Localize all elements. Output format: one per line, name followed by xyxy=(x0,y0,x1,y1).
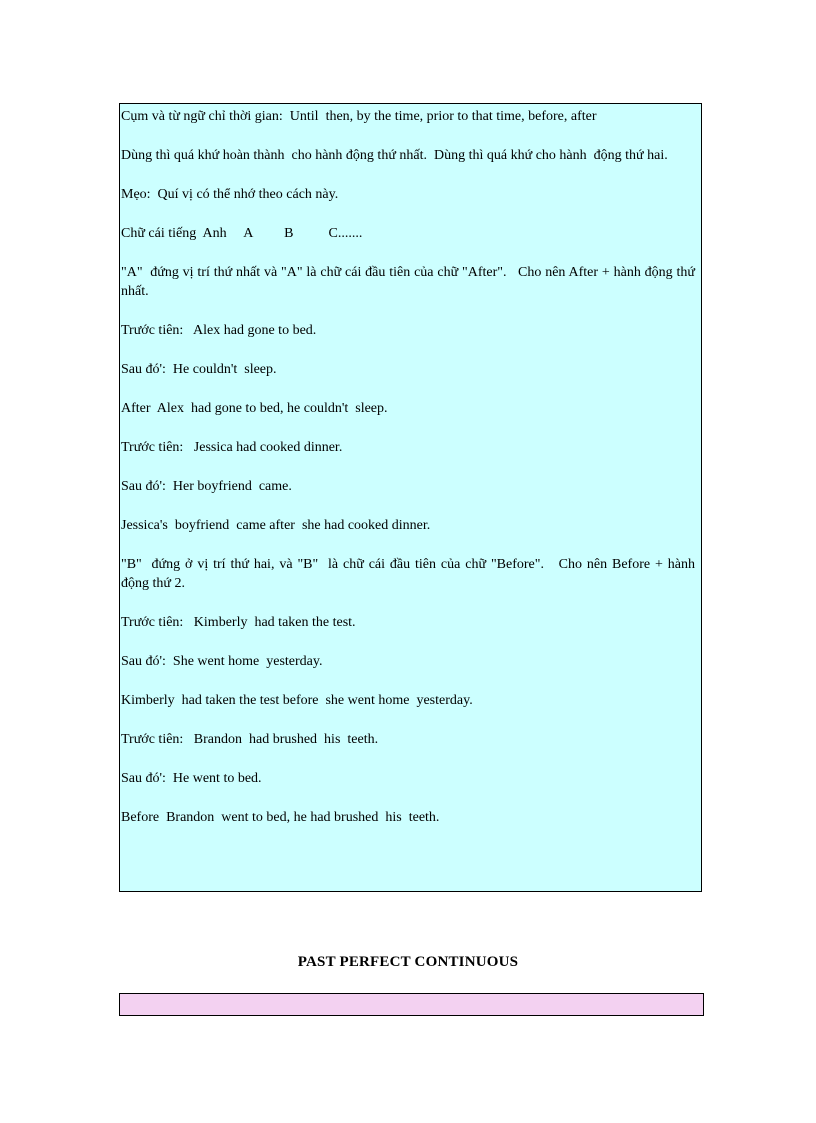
example-second-action: Sau đó': He couldn't sleep. xyxy=(121,362,277,377)
example-first-action: Trước tiên: Kimberly had taken the test. xyxy=(121,615,356,630)
example-first-action: Trước tiên: Jessica had cooked dinner. xyxy=(121,440,343,455)
example-combined-sentence: After Alex had gone to bed, he couldn't sleep. xyxy=(121,401,388,416)
usage-rule-text: Dùng thì quá khứ hoàn thành cho hành động thứ nhất. Dùng thì quá khứ cho hành động thứ hai. xyxy=(121,148,668,163)
tip-text: Mẹo: Quí vị có thể nhớ theo cách này. xyxy=(121,187,339,202)
example-first-action: Trước tiên: Brandon had brushed his teeth. xyxy=(121,732,379,747)
example-first-action: Trước tiên: Alex had gone to bed. xyxy=(121,323,317,338)
example-combined-sentence: Before Brandon went to bed, he had brushed his teeth. xyxy=(121,810,440,825)
before-rule-text: "B" đứng ở vị trí thứ hai, và "B" là chữ cái đầu tiên của chữ "Before". Cho nên Before + hành động thứ 2. xyxy=(121,557,702,591)
section-heading: PAST PERFECT CONTINUOUS xyxy=(297,954,519,970)
time-expressions-text: Cụm và từ ngữ chỉ thời gian: Until then, by the time, prior to that time, before, after xyxy=(121,109,597,124)
example-combined-sentence: Kimberly had taken the test before she went home yesterday. xyxy=(121,693,473,708)
example-combined-sentence: Jessica's boyfriend came after she had cooked dinner. xyxy=(121,518,431,533)
section-content-box xyxy=(119,993,704,1016)
after-rule-text: "A" đứng vị trí thứ nhất và "A" là chữ cái đầu tiên của chữ "After". Cho nên After + hành động thứ nhất. xyxy=(121,265,699,299)
example-second-action: Sau đó': He went to bed. xyxy=(121,771,262,786)
alphabet-text: Chữ cái tiếng Anh A B C....... xyxy=(121,226,363,241)
example-second-action: Sau đó': Her boyfriend came. xyxy=(121,479,292,494)
rules-box xyxy=(119,103,702,892)
example-second-action: Sau đó': She went home yesterday. xyxy=(121,654,323,669)
